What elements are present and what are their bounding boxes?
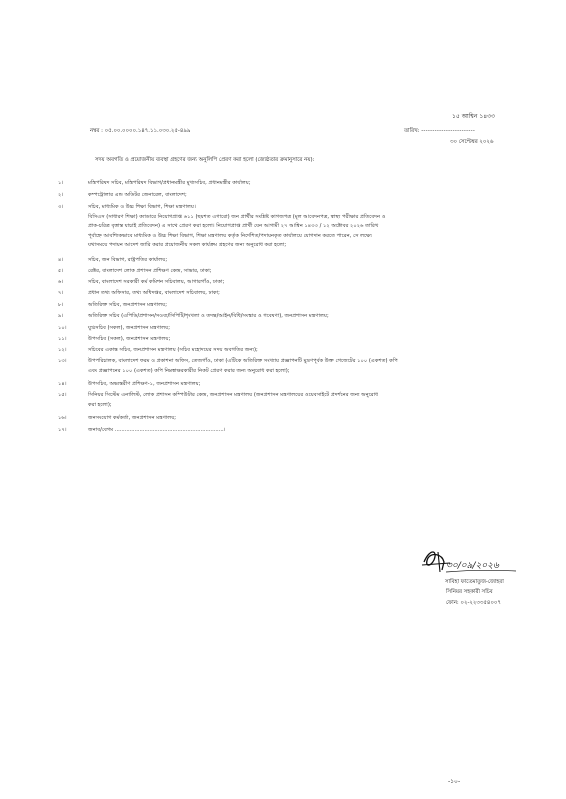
item-number: ৯। bbox=[58, 313, 64, 319]
date-dashes: ------------------------ bbox=[421, 128, 476, 134]
item-text: সচিব, জন বিভাগ, রাষ্ট্রপতির কার্যালয়; bbox=[88, 257, 168, 263]
item-number: ১২। bbox=[58, 347, 67, 353]
item-text: মন্ত্রিপরিষদ সচিব, মন্ত্রিপরিষদ বিভাগ/প্রধানমন্ত্রীর মুখ্যসচিব, প্রধানমন্ত্রীর কার্যালয়; bbox=[88, 180, 251, 186]
item-text: কম্পট্রোলার এন্ড অডিটর জেনারেল, বাংলাদেশ; bbox=[88, 192, 187, 198]
item-text: এবং প্রজ্ঞাপনের ১০০ (একশত) কপি নিম্নস্বাক্ষরকারীর নিকট প্রেরণ করার জন্য অনুরোধ করা হলো); bbox=[88, 367, 290, 374]
item-number: ১৫। bbox=[58, 392, 67, 398]
date-label-text: তারিখ: bbox=[404, 128, 422, 134]
item-text: যুগ্মসচিব (সকল), জনপ্রশাসন মন্ত্রণালয়; bbox=[88, 325, 170, 331]
item-text: প্রাক-চরিত্র বৃত্তান্ত যাচাই প্রতিবেদন) এ সাথে প্রেরণ করা হলো। নিয়োগপ্রাপ্ত প্রার্থী যেন আগামী ২৭ আশ্বিন ১৪৩৩ / ১২ অক্টোবর ২০২৬ তারিখ bbox=[88, 223, 379, 229]
item-number: ৪। bbox=[58, 257, 64, 263]
item-text: উপসচিব, অভ্যন্তরীণ প্রশিক্ষণ-১, জনপ্রশাসন মন্ত্রণালয়; bbox=[88, 381, 201, 387]
item-text: যথাসময়ে পদায়ন আদেশ জারি করার প্রয়োজনীয় সকল কার্যক্রম গ্রহণের জন্য অনুরোধ করা হলো; bbox=[88, 242, 287, 248]
item-number: ১৪। bbox=[58, 381, 67, 387]
memo-number: নম্বর : ০৫.০০.০০০০.১৪৭.১১.০৩০.২৫-৪৯৯ bbox=[90, 128, 191, 134]
item-text: উপপরিচালক, বাংলাদেশ ফরম ও প্রকাশনা অফিস, তেজগাঁও, ঢাকা (এটিকে অতিরিক্ত সংখ্যায় প্রজ্ঞাপনটি মুদ্রণপূর্বক উক্ত গেজেটের ১০০ (একশত) কপি bbox=[88, 358, 398, 364]
item-text: সচিবের একান্ত সচিব, জনপ্রশাসন মন্ত্রণালয় (সচিব মহোদয়ের সদয় অবগতির জন্য); bbox=[88, 347, 258, 353]
signature-date: ৩০/০৯/২০২৬ bbox=[446, 561, 499, 571]
item-text: জনাব/বেগম ..................................................................। bbox=[88, 427, 226, 433]
signatory-name: সাবিহা ফাতেমাতুজ-জোহরা bbox=[445, 579, 504, 585]
item-text: সচিব, মাধ্যমিক ও উচ্চ শিক্ষা বিভাগ, শিক্ষা মন্ত্রণালয়। bbox=[88, 204, 196, 210]
item-number: ৮। bbox=[58, 302, 64, 308]
item-number: ১৭। bbox=[58, 427, 67, 433]
item-text: বিসিএস (সাধারণ শিক্ষা) ক্যাডারে নিয়োগপ্রাপ্ত ৬১১ (ছয়শত এগারো) জন প্রার্থীর সংশ্লিষ্ট কাগজপত্র (মূল আবেদনপত্র, স্বাস্থ্য পরীক্ষার প্রতিবেদন ও bbox=[88, 213, 386, 220]
item-number: ১৩। bbox=[58, 358, 67, 364]
date-bangla: ১৫ আশ্বিন ১৪৩৩ bbox=[452, 113, 495, 120]
item-number: ৩। bbox=[58, 204, 64, 210]
item-text: অতিরিক্ত সচিব (এপিডি/প্রশাসন/সওব্য/সিপিটি/শৃংখলা ও তদন্ত/আইন/বিধি/সংস্কার ও গবেষণা), জনপ্রশাসন মন্ত্রণালয়; bbox=[88, 313, 329, 319]
date-english: ৩০ সেপ্টেম্বর ২০২৬ bbox=[450, 139, 494, 145]
signatory-phone: ফোন: ০২-২২৩৩৫৪০০৭ bbox=[446, 600, 501, 606]
item-text: উপসচিব (সকল), জনপ্রশাসন মন্ত্রণালয়; bbox=[88, 336, 171, 342]
date-label bbox=[404, 128, 475, 136]
item-text: সচিব, বাংলাদেশ সরকারী কর্ম কমিশন সচিবালয়, আগারগাঁও, ঢাকা; bbox=[88, 279, 225, 285]
item-text: রেক্টর, বাংলাদেশ লোক প্রশাসন প্রশিক্ষণ কেন্দ্র, সাভার, ঢাকা; bbox=[88, 268, 212, 274]
item-text: পূর্বাহ্নে আবশ্যিকভাবে মাধ্যমিক ও উচ্চ শিক্ষা বিভাগ, শিক্ষা মন্ত্রণালয় কর্তৃক নির্দেশিত/পদায়নকৃত কার্যালয়ে যোগদান করতে পারেন, সে লক্ষ্যে bbox=[88, 232, 372, 239]
page-number: -১০- bbox=[448, 778, 461, 785]
item-number: ৫। bbox=[58, 268, 64, 274]
item-number: ১৬। bbox=[58, 415, 67, 421]
item-number: ১১। bbox=[58, 336, 67, 342]
item-text: জনসংযোগ কর্মকর্তা, জনপ্রশাসন মন্ত্রণালয়; bbox=[88, 415, 177, 421]
item-number: ৭। bbox=[58, 290, 64, 296]
item-number: ১। bbox=[58, 180, 64, 186]
signature-image bbox=[420, 546, 520, 580]
item-text: অতিরিক্ত সচিব, জনপ্রশাসন মন্ত্রণালয়; bbox=[88, 302, 167, 308]
item-text: সিনিয়র সিস্টেম এনালিস্ট, লোক প্রশাসন কম্পিউটার কেন্দ্র, জনপ্রশাসন মন্ত্রণালয় (জনপ্রশাসন মন্ত্রণালয়ের ওয়েবসাইটে প্রদর্শনের জন্য অনুরোধ bbox=[88, 392, 379, 398]
item-number: ২। bbox=[58, 192, 64, 198]
item-text: করা হলো); bbox=[88, 401, 112, 408]
item-text: প্রধান তথ্য অফিসার, তথ্য অধিদপ্তর, বাংলাদেশ সচিবালয়, ঢাকা; bbox=[88, 290, 220, 296]
signatory-designation: সিনিয়র সহকারী সচিব bbox=[446, 589, 493, 595]
item-number: ১০। bbox=[58, 325, 67, 331]
signature-scribble bbox=[420, 546, 520, 576]
item-number: ৬। bbox=[58, 279, 64, 285]
distribution-intro: সদয় অবগতি ও প্রয়োজনীয় ব্যবস্থা গ্রহণের জন্য অনুলিপি প্রেরণ করা হলো (জ্যেষ্ঠতার ক্রমানুসারে নয়): bbox=[95, 157, 315, 163]
